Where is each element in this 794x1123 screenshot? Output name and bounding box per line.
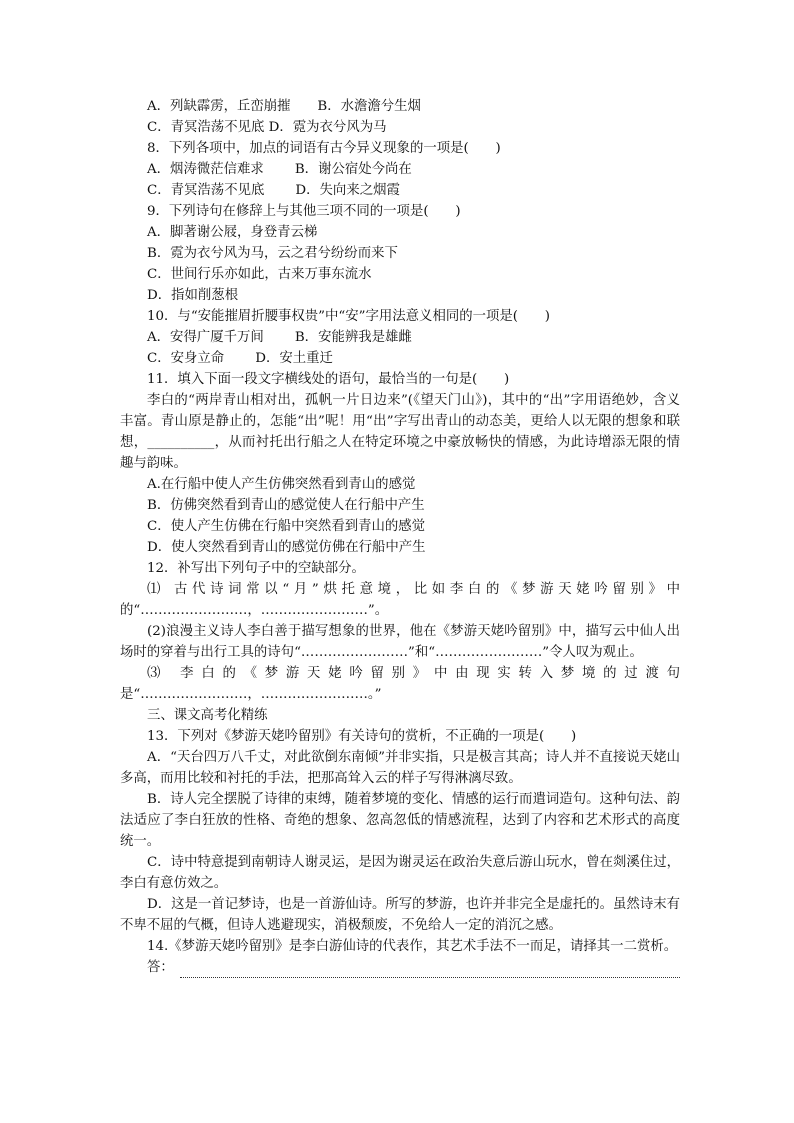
text-line: C．世间行乐亦如此，古来万事东流水 (147, 267, 372, 282)
text-line: 李白的“两岸青山相对出，孤帆一片日边来”(《望天门山》)，其中的“出”字用语绝妙，含义丰富。青山原是静止的，怎能“出”呢！用“出”字写出青山的动态美，更给人以无限的想象和联想，__________，从而衬托出行船之人在特定环境之中豪放畅快的情感，为此诗增添无限的情趣与韵味。 (120, 393, 680, 471)
text-line: 14.《梦游天姥吟留别》是李白游仙诗的代表作，其艺术手法不一而足，请择其一二赏析。 (147, 939, 678, 954)
text-line: B．仿佛突然看到青山的感觉使人在行船中产生 (147, 498, 425, 513)
text-line: D．指如削葱根 (147, 288, 239, 303)
text-line: 9．下列诗句在修辞上与其他三项不同的一项是( ) (147, 204, 461, 219)
question-lines (120, 96, 680, 957)
text-line: C．诗中特意提到南朝诗人谢灵运，是因为谢灵运在政治失意后游山玩水，曾在剡溪住过，李白有意仿效之。 (120, 855, 680, 891)
text-line: C．使人产生仿佛在行船中突然看到青山的感觉 (147, 519, 426, 534)
text-line: C．青冥浩荡不见底 D．失向来之烟霞 (147, 183, 400, 198)
text-line: 三、课文高考化精练 (147, 708, 268, 723)
text-line: D．使人突然看到青山的感觉仿佛在行船中产生 (147, 540, 426, 555)
text-line: ⑶ 李白的《梦游天姥吟留别》中由现实转入梦境的过渡句是“……………………，……………………。” (120, 666, 680, 702)
text-line: B．霓为衣兮风为马，云之君兮纷纷而来下 (147, 246, 398, 261)
answer-row (120, 957, 680, 978)
answer-label: 答： (147, 960, 174, 975)
text-line: ⑴ 古代诗词常以“月”烘托意境，比如李白的《梦游天姥吟留别》中的“……………………，……………………”。 (120, 582, 680, 618)
text-line: A．烟涛微茫信难求 B．谢公宿处今尚在 (147, 162, 412, 177)
text-line: A．脚著谢公屐，身登青云梯 (147, 225, 318, 240)
text-line: A.在行船中使人产生仿佛突然看到青山的感觉 (147, 477, 416, 492)
text-line: B．诗人完全摆脱了诗律的束缚，随着梦境的变化、情感的运行而遣词造句。这种句法、韵法适应了李白狂放的性格、奇绝的想象、忽高忽低的情感流程，达到了内容和艺术形式的高度统一。 (120, 792, 680, 849)
text-line: C．青冥浩荡不见底 D．霓为衣兮风为马 (147, 120, 387, 135)
text-line: 12．补写出下列句子中的空缺部分。 (147, 561, 365, 576)
text-line: 8．下列各项中，加点的词语有古今异义现象的一项是( ) (147, 141, 501, 156)
text-line: A．列缺霹雳，丘峦崩摧 B．水澹澹兮生烟 (147, 99, 421, 114)
text-line: C．安身立命 D．安土重迁 (147, 351, 333, 366)
answer-line[interactable] (180, 962, 680, 978)
text-line: D．这是一首记梦诗，也是一首游仙诗。所写的梦游，也许并非完全是虚托的。虽然诗末有不卑不屈的气概，但诗人逃避现实，消极颓废，不免给人一定的消沉之感。 (120, 897, 680, 933)
text-line: 13．下列对《梦游天姥吟留别》有关诗句的赏析，不正确的一项是( ) (147, 729, 577, 744)
text-line: 11．填入下面一段文字横线处的语句，最恰当的一句是( ) (147, 372, 510, 387)
text-line: 10．与“安能摧眉折腰事权贵”中“安”字用法意义相同的一项是( ) (147, 309, 551, 324)
worksheet-content (120, 96, 680, 978)
text-line: A．“天台四万八千丈，对此欲倒东南倾”并非实指，只是极言其高；诗人并不直接说天姥山多高，而用比较和衬托的手法，把那高耸入云的样子写得淋漓尽致。 (120, 750, 680, 786)
text-line: (2)浪漫主义诗人李白善于描写想象的世界，他在《梦游天姥吟留别》中，描写云中仙人出场时的穿着与出行工具的诗句“……………………”和“……………………”令人叹为观止。 (120, 624, 680, 660)
text-line: A．安得广厦千万间 B．安能辨我是雄雌 (147, 330, 412, 345)
